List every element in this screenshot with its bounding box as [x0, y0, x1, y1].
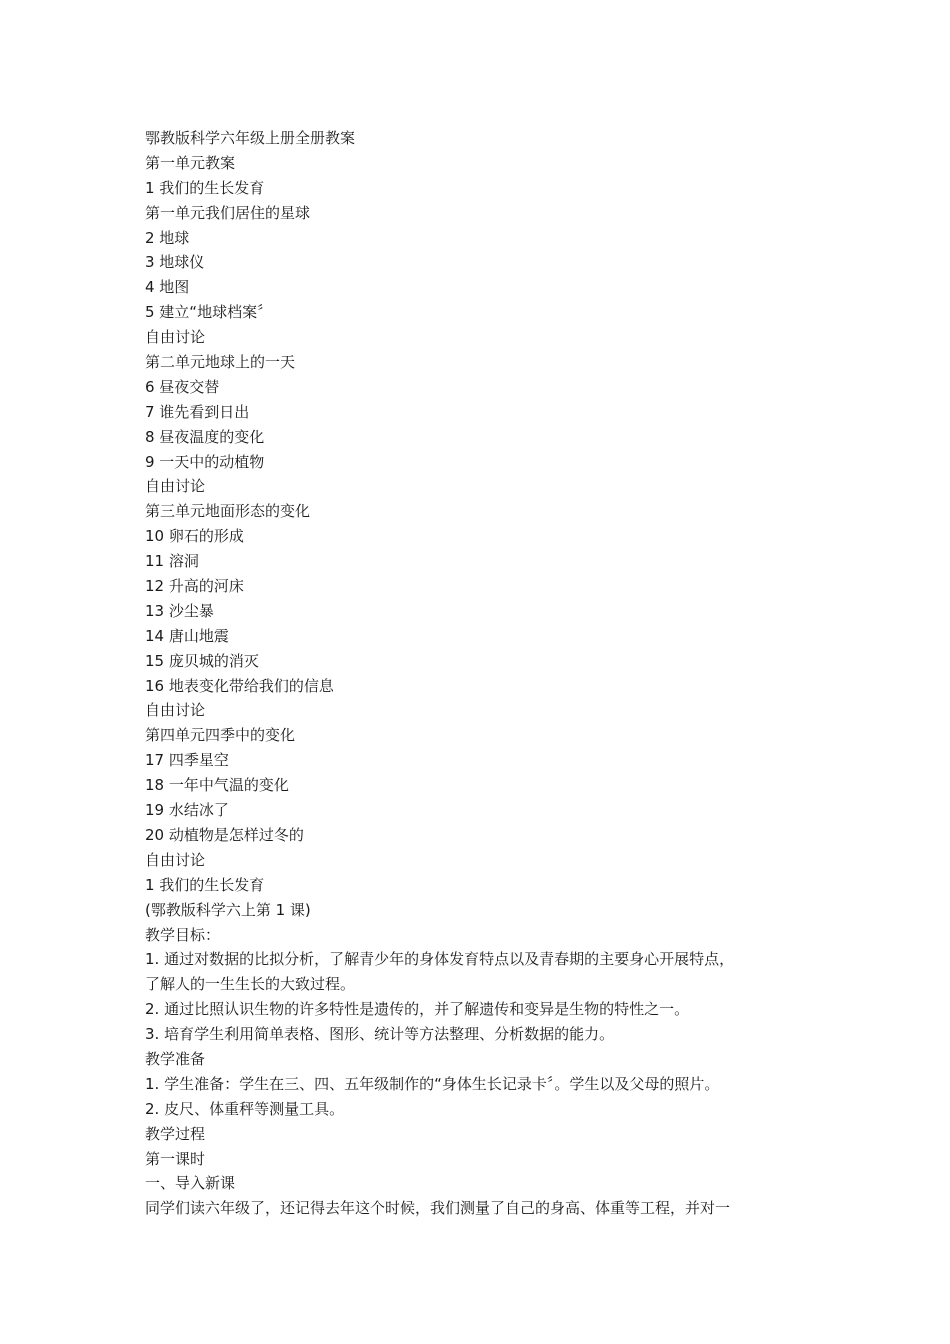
text-line: 10 卵石的形成 — [145, 527, 244, 546]
text-line: 第二单元地球上的一天 — [145, 353, 296, 372]
text-line: 15 庞贝城的消灭 — [145, 651, 259, 670]
text-line: 自由讨论 — [145, 850, 206, 869]
text-line: 3. 培育学生利用简单表格、图形、统计等方法整理、分析数据的能力。 — [145, 1025, 615, 1044]
text-line: 教学准备 — [145, 1049, 206, 1068]
text-line: 1. 通过对数据的比拟分析，了解青少年的身体发育特点以及青春期的主要身心开展特点， — [145, 950, 735, 969]
text-line: 8 昼夜温度的变化 — [145, 427, 265, 446]
text-line: 2. 皮尺、体重秤等测量工具。 — [145, 1099, 345, 1118]
document-body — [145, 126, 815, 1221]
text-line: 11 溶洞 — [145, 552, 199, 571]
text-line: (鄂教版科学六上第 1 课) — [145, 900, 311, 919]
text-line: 7 谁先看到日出 — [145, 402, 250, 421]
text-line: 自由讨论 — [145, 477, 206, 496]
text-line: 4 地图 — [145, 278, 190, 297]
text-line: 14 唐山地震 — [145, 626, 229, 645]
text-line: 6 昼夜交替 — [145, 377, 220, 396]
text-line: 20 动植物是怎样过冬的 — [145, 825, 304, 844]
text-line: 第三单元地面形态的变化 — [145, 502, 311, 521]
text-line: 1. 学生准备：学生在三、四、五年级制作的“身体生长记录卡〞。学生以及父母的照片。 — [145, 1074, 720, 1093]
text-line: 12 升高的河床 — [145, 577, 244, 596]
text-line: 5 建立“地球档案〞 — [145, 303, 273, 322]
text-line: 教学过程 — [145, 1124, 206, 1143]
text-line: 1 我们的生长发育 — [145, 178, 265, 197]
text-line: 9 一天中的动植物 — [145, 452, 265, 471]
text-line: 2. 通过比照认识生物的许多特性是遗传的，并了解遗传和变异是生物的特性之一。 — [145, 1000, 690, 1019]
text-line: 第一单元教案 — [145, 153, 236, 172]
text-line: 自由讨论 — [145, 701, 206, 720]
text-line: 18 一年中气温的变化 — [145, 776, 289, 795]
text-line: 第一课时 — [145, 1149, 206, 1168]
text-line: 16 地表变化带给我们的信息 — [145, 676, 334, 695]
text-line: 同学们读六年级了，还记得去年这个时候，我们测量了自己的身高、体重等工程，并对一 — [145, 1199, 731, 1218]
text-line: 2 地球 — [145, 228, 190, 247]
text-line: 了解人的一生生长的大致过程。 — [145, 975, 356, 994]
text-line: 17 四季星空 — [145, 751, 229, 770]
text-line: 19 水结冰了 — [145, 801, 229, 820]
text-line: 第一单元我们居住的星球 — [145, 203, 311, 222]
document-title: 鄂教版科学六年级上册全册教案 — [145, 129, 356, 147]
text-line: 1 我们的生长发育 — [145, 875, 265, 894]
text-line: 教学目标： — [145, 925, 221, 944]
text-line: 一、导入新课 — [145, 1174, 236, 1193]
text-line: 13 沙尘暴 — [145, 601, 214, 620]
text-line: 3 地球仪 — [145, 253, 205, 272]
text-line: 第四单元四季中的变化 — [145, 726, 296, 745]
text-line: 自由讨论 — [145, 328, 206, 347]
